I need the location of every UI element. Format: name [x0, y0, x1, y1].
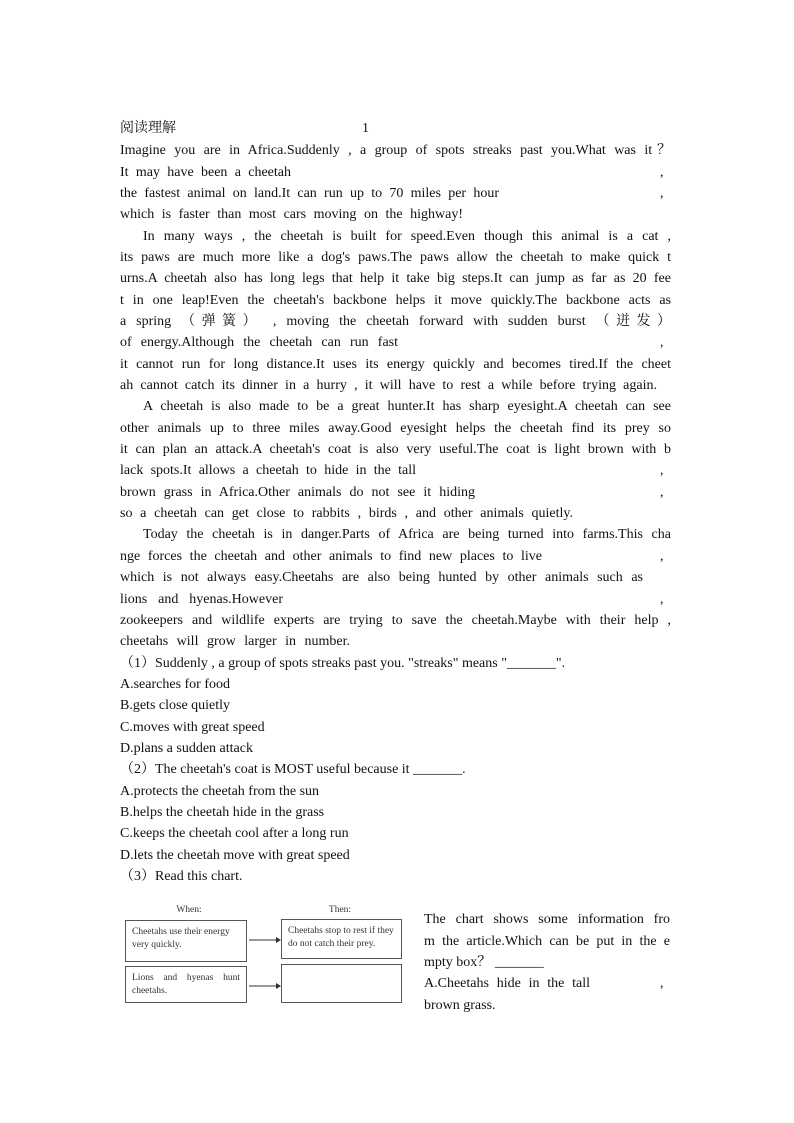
passage-line	[120, 162, 671, 183]
question-2-option-b[interactable]: B.helps the cheetah hide in the grass	[120, 804, 325, 820]
passage-line-text: the fastest animal on land.It can run up to 70 miles per hour	[120, 185, 499, 201]
question-2-option-c[interactable]: C.keeps the cheetah cool after a long run	[120, 826, 349, 842]
question-3-prompt	[424, 909, 670, 1016]
arrow-right-icon	[249, 937, 281, 943]
passage-line: t in one leap!Even the cheetah's backbone helps it move quickly.The backbone acts as	[120, 292, 671, 308]
reading-passage	[120, 140, 671, 887]
section-title: 阅读理解	[120, 121, 176, 136]
prompt-line: The chart shows some information fro	[424, 912, 670, 928]
question-1-option-d[interactable]: D.plans a sudden attack	[120, 740, 253, 756]
passage-line: cheetahs will grow larger in number.	[120, 634, 350, 650]
passage-line	[120, 546, 671, 567]
passage-line: which is faster than most cars moving on the highway!	[120, 207, 463, 223]
question-1-stem: （1）Suddenly , a group of spots streaks past you. "streaks" means "_______".	[120, 655, 566, 671]
passage-line-text: brown grass in Africa.Other animals do not see it hiding	[120, 484, 475, 500]
passage-line-text: lions and hyenas.However	[120, 591, 283, 607]
question-2-option-a[interactable]: A.protects the cheetah from the sun	[120, 783, 320, 799]
chart-box-when-1: Cheetahs use their energy very quickly.	[125, 920, 247, 962]
question-3-stem: （3）Read this chart.	[120, 868, 243, 884]
prompt-line: mpty box？ _______	[424, 954, 544, 970]
passage-line: Today the cheetah is in danger.Parts of Africa are being turned into farms.This cha	[143, 527, 671, 543]
passage-line: it can plan an attack.A cheetah's coat is also very useful.The coat is light brown with b	[120, 442, 671, 458]
chart-header-then: Then:	[328, 905, 352, 915]
question-2-option-d[interactable]: D.lets the cheetah move with great speed	[120, 847, 350, 863]
passage-line-text: lack spots.It allows a cheetah to hide in the tall	[120, 463, 416, 479]
question-3-option-a[interactable]	[424, 973, 670, 994]
passage-line: In many ways , the cheetah is built for speed.Even though this animal is a cat ,	[143, 228, 671, 244]
passage-line-text: It may have been a cheetah	[120, 164, 291, 180]
passage-line	[120, 332, 671, 353]
line-end-comma: ,	[660, 484, 664, 500]
passage-line-text: nge forces the cheetah and other animals to find new places to live	[120, 548, 542, 564]
passage-line: which is not always easy.Cheetahs are also being hunted by other animals such as	[120, 570, 643, 586]
chart-box-when-2: Lions and hyenas hunt cheetahs.	[125, 966, 247, 1003]
chart-arrows	[247, 930, 283, 996]
line-end-comma: ,	[660, 548, 664, 564]
line-end-comma: ,	[660, 335, 664, 351]
passage-line: urns.A cheetah also has long legs that help it take big steps.It can jump as far as 20 fee	[120, 271, 671, 287]
passage-line: Imagine you are in Africa.Suddenly , a group of spots streaks past you.What was it？	[120, 143, 671, 159]
passage-line	[120, 482, 671, 503]
passage-line: so a cheetah can get close to rabbits , birds , and other animals quietly.	[120, 506, 573, 522]
passage-line: it cannot run for long distance.It uses its energy quickly and becomes tired.If the cheet	[120, 356, 671, 372]
passage-line: a spring （弹簧） , moving the cheetah forward with sudden burst （迸发）	[120, 314, 671, 330]
chart-box-then-2-empty	[281, 964, 402, 1003]
line-end-comma: ,	[660, 185, 664, 201]
arrow-right-icon	[249, 983, 281, 989]
passage-line: ah cannot catch its dinner in a hurry , it will have to rest a while before trying again.	[120, 378, 657, 394]
section-heading	[120, 117, 671, 140]
prompt-line: brown grass.	[424, 997, 496, 1013]
option-text: A.Cheetahs hide in the tall	[424, 976, 590, 992]
question-1-option-a[interactable]: A.searches for food	[120, 676, 231, 692]
line-end-comma: ,	[660, 976, 664, 992]
passage-line	[120, 589, 671, 610]
question-2-stem: （2）The cheetah's coat is MOST useful because it _______.	[120, 762, 466, 778]
passage-line: A cheetah is also made to be a great hunter.It has sharp eyesight.A cheetah can see	[143, 399, 671, 415]
question-1-option-b[interactable]: B.gets close quietly	[120, 698, 231, 714]
passage-line-text: of energy.Although the cheetah can run fast	[120, 335, 398, 351]
line-end-comma: ,	[660, 591, 664, 607]
line-end-comma: ,	[660, 164, 664, 180]
chart-box-then-1: Cheetahs stop to rest if they do not catch their prey.	[281, 919, 402, 959]
passage-line: its paws are much more like a dog's paws.The paws allow the cheetah to make quick t	[120, 250, 671, 266]
prompt-line: m the article.Which can be put in the e	[424, 933, 670, 949]
passage-line	[120, 183, 671, 204]
chart-header-when: When:	[176, 905, 202, 915]
passage-line: zookeepers and wildlife experts are trying to save the cheetah.Maybe with their help ,	[120, 612, 671, 628]
line-end-comma: ,	[660, 463, 664, 479]
passage-line	[120, 460, 671, 481]
question-1-option-c[interactable]: C.moves with great speed	[120, 719, 265, 735]
passage-number: 1	[362, 121, 369, 136]
passage-line: other animals up to three miles away.Good eyesight helps the cheetah find its prey so	[120, 420, 671, 436]
